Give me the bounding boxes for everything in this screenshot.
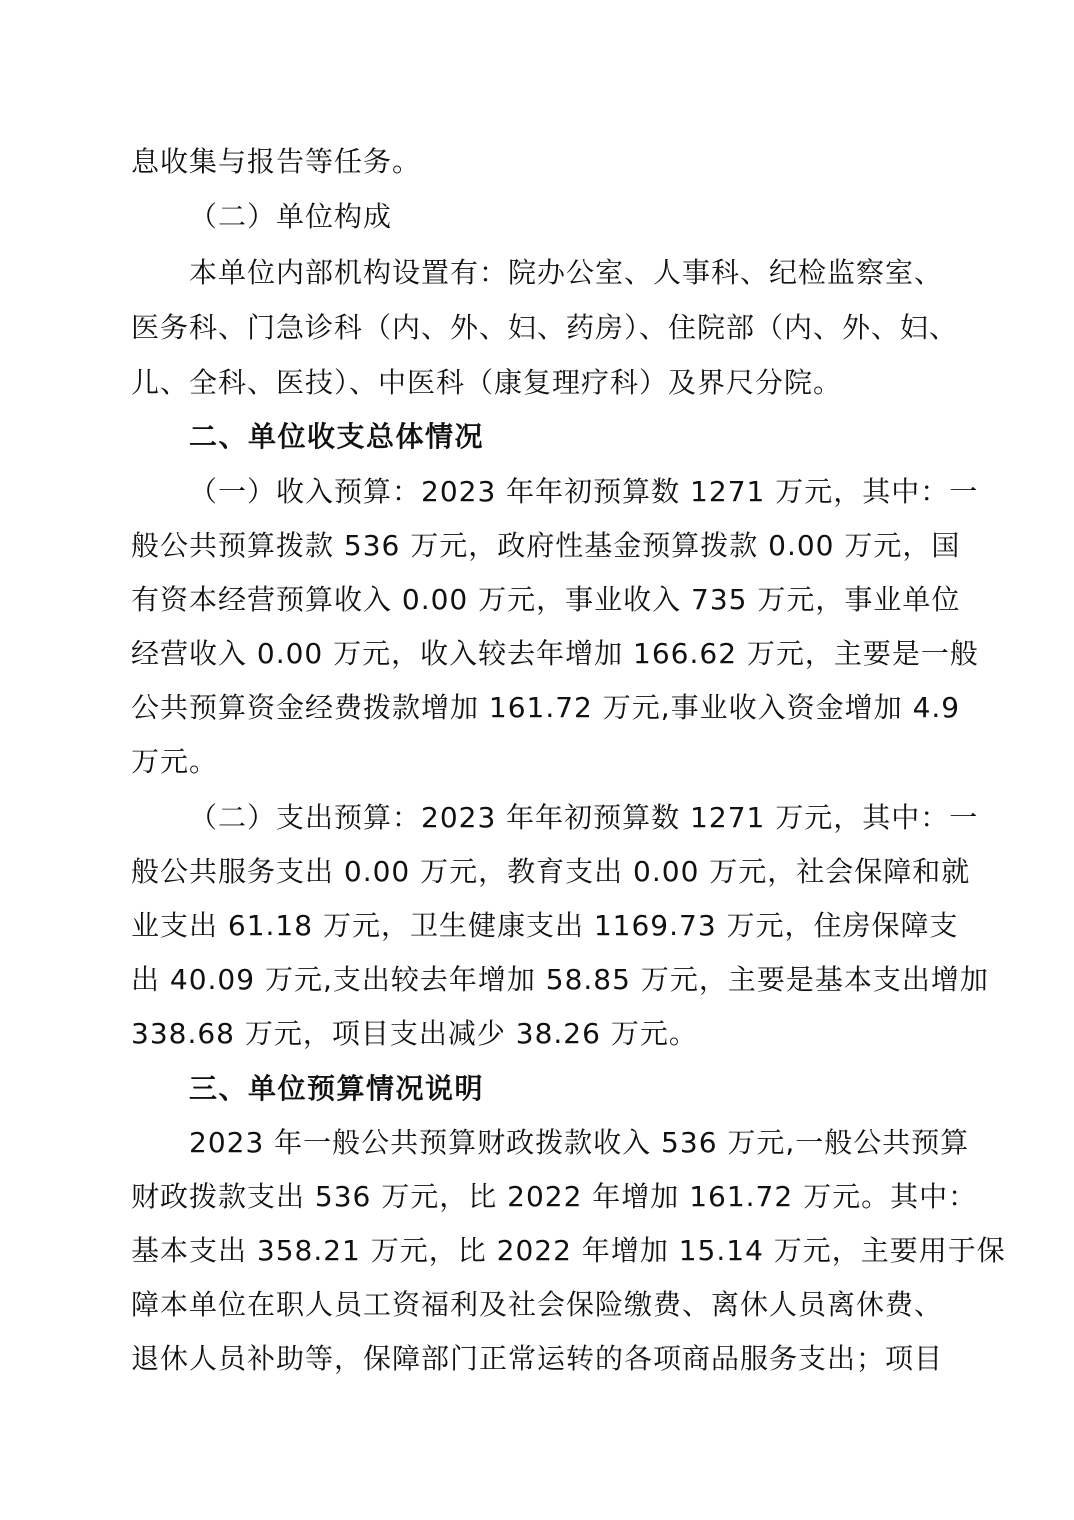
paragraph-line: 息收集与报告等任务。 (131, 145, 422, 178)
paragraph-line: 338.68 万元，项目支出减少 38.26 万元。 (131, 1017, 698, 1050)
section-subheading: （二）单位构成 (189, 200, 393, 233)
paragraph-line: 般公共预算拨款 536 万元，政府性基金预算拨款 0.00 万元，国 (131, 529, 961, 562)
paragraph-line: 万元。 (131, 745, 219, 778)
paragraph-line: 业支出 61.18 万元，卫生健康支出 1169.73 万元，住房保障支 (131, 909, 959, 942)
paragraph-line: （二）支出预算：2023 年年初预算数 1271 万元，其中：一 (189, 801, 979, 834)
paragraph-line: 基本支出 358.21 万元，比 2022 年增加 15.14 万元，主要用于保 (131, 1234, 1006, 1267)
paragraph-line: （一）收入预算：2023 年年初预算数 1271 万元，其中：一 (189, 475, 979, 508)
paragraph-line: 出 40.09 万元,支出较去年增加 58.85 万元，主要是基本支出增加 (131, 963, 989, 996)
paragraph-line: 本单位内部机构设置有：院办公室、人事科、纪检监察室、 (189, 256, 944, 289)
paragraph-line: 有资本经营预算收入 0.00 万元，事业收入 735 万元，事业单位 (131, 583, 961, 616)
paragraph-line: 经营收入 0.00 万元，收入较去年增加 166.62 万元，主要是一般 (131, 637, 979, 670)
paragraph-line: 财政拨款支出 536 万元，比 2022 年增加 161.72 万元。其中： (131, 1180, 978, 1213)
paragraph-line: 公共预算资金经费拨款增加 161.72 万元,事业收入资金增加 4.9 (131, 691, 961, 724)
paragraph-line: 医务科、门急诊科（内、外、妇、药房）、住院部（内、外、妇、 (131, 311, 959, 344)
paragraph-line: 儿、全科、医技）、中医科（康复理疗科）及界尺分院。 (131, 366, 843, 399)
section-heading: 三、单位预算情况说明 (189, 1072, 485, 1105)
paragraph-line: 般公共服务支出 0.00 万元，教育支出 0.00 万元，社会保障和就 (131, 855, 971, 888)
paragraph-line: 退休人员补助等，保障部门正常运转的各项商品服务支出；项目 (131, 1342, 944, 1375)
paragraph-line: 障本单位在职人员工资福利及社会保险缴费、离休人员离休费、 (131, 1288, 944, 1321)
section-heading: 二、单位收支总体情况 (189, 420, 485, 453)
paragraph-line: 2023 年一般公共预算财政拨款收入 536 万元,一般公共预算 (189, 1126, 970, 1159)
